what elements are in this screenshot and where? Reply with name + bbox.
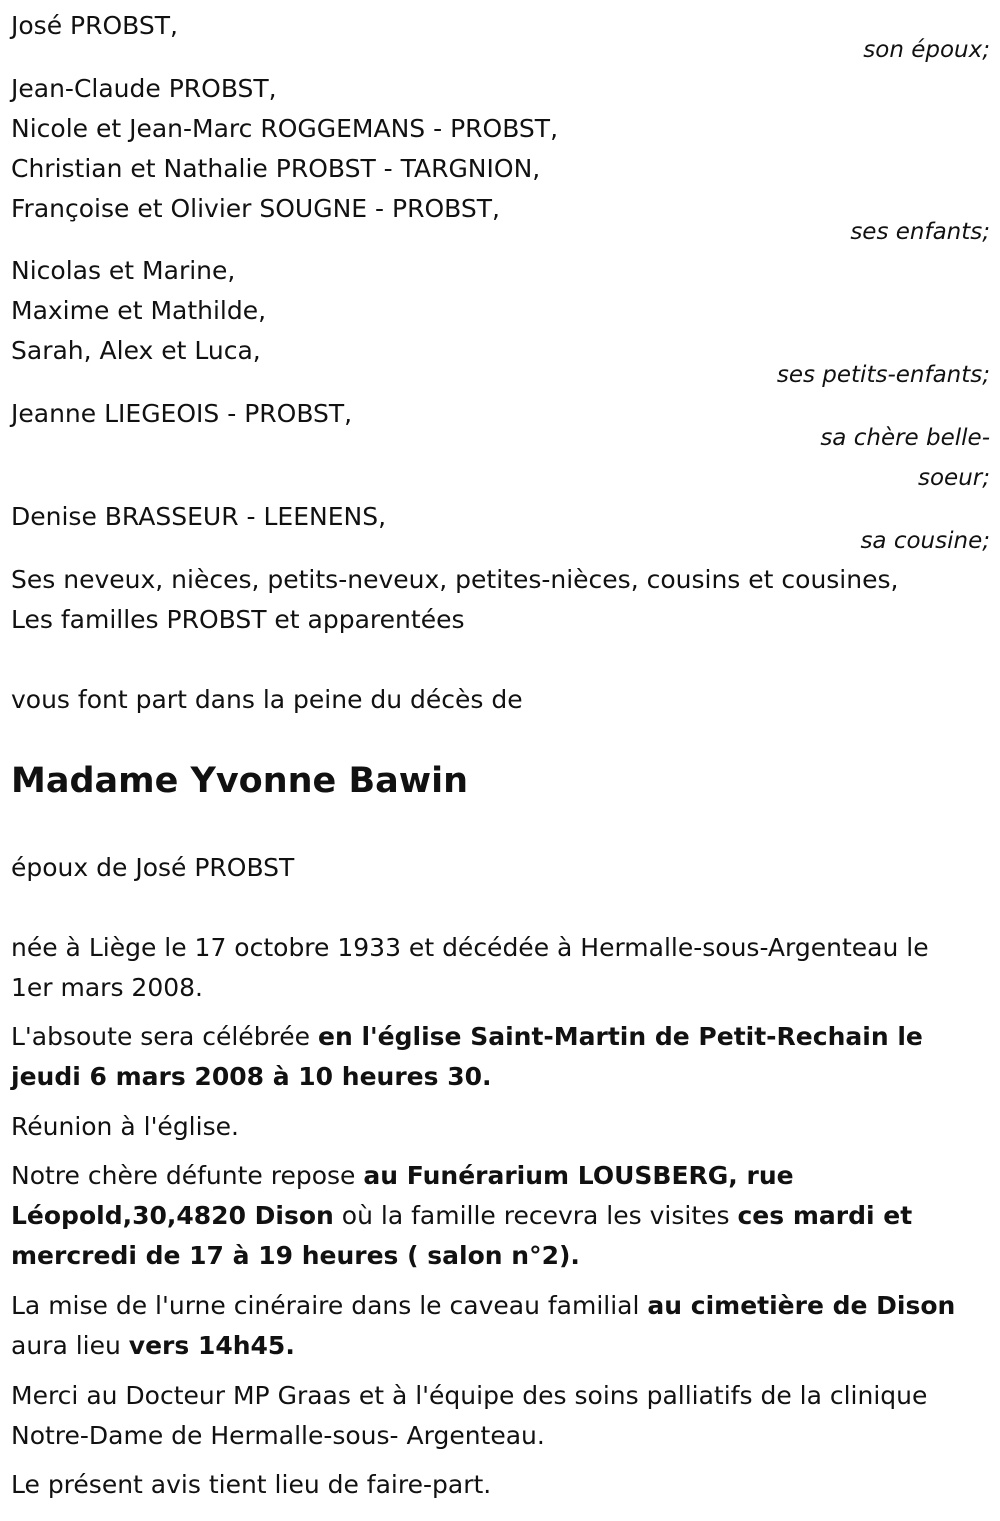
- text-line: Notre-Dame de Hermalle-sous- Argenteau.: [11, 1421, 545, 1450]
- name-line: Christian et Nathalie PROBST - TARGNION,: [11, 154, 541, 183]
- name-line: Françoise et Olivier SOUGNE - PROBST,: [11, 194, 500, 223]
- name-line: Les familles PROBST et apparentées: [11, 605, 465, 634]
- children-names: [11, 69, 558, 229]
- other-relatives: [11, 560, 898, 640]
- urn-paragraph: [11, 1286, 955, 1366]
- deceased-name: Madame Yvonne Bawin: [11, 761, 469, 801]
- cousin-names: [11, 497, 386, 537]
- notice: Le présent avis tient lieu de faire-part.: [11, 1470, 492, 1499]
- meeting: Réunion à l'église.: [11, 1112, 239, 1141]
- text-line: [11, 1286, 955, 1326]
- urn-text: La mise de l'urne cinéraire dans le caveau familial: [11, 1291, 648, 1320]
- sister-in-law-names: [11, 394, 352, 434]
- name-line: Nicolas et Marine,: [11, 256, 236, 285]
- grandchildren-names: [11, 251, 266, 371]
- announcement: vous font part dans la peine du décès de: [11, 685, 523, 714]
- ceremony-paragraph: [11, 1017, 923, 1097]
- text-line: [11, 1326, 955, 1366]
- ceremony-place: en l'église Saint-Martin de Petit-Rechain le: [318, 1022, 923, 1051]
- name-line: Nicole et Jean-Marc ROGGEMANS - PROBST,: [11, 114, 559, 143]
- grandchildren-role: ses petits-enfants;: [776, 362, 990, 388]
- name-line: Jean-Claude PROBST,: [11, 74, 277, 103]
- name-line: José PROBST,: [11, 11, 178, 40]
- urn-text: aura lieu: [11, 1331, 129, 1360]
- name-line: Ses neveux, nièces, petits-neveux, petites-nièces, cousins et cousines,: [11, 565, 899, 594]
- spouse-names: [11, 6, 178, 46]
- role-line: sa chère belle-: [820, 425, 990, 451]
- text-line: née à Liège le 17 octobre 1933 et décédée à Hermalle-sous-Argenteau le: [11, 933, 929, 962]
- name-line: Sarah, Alex et Luca,: [11, 336, 261, 365]
- visitation-text: où la famille recevra les visites: [333, 1201, 738, 1230]
- visitation-paragraph: [11, 1156, 912, 1276]
- visitation-days: ces mardi et: [737, 1201, 913, 1230]
- visitation-place: au Funérarium LOUSBERG, rue: [363, 1161, 794, 1190]
- name-line: Jeanne LIEGEOIS - PROBST,: [11, 399, 353, 428]
- visitation-text: Notre chère défunte repose: [11, 1161, 364, 1190]
- sister-in-law-role: [820, 418, 990, 498]
- spouse-role: son époux;: [863, 37, 990, 63]
- thanks-paragraph: [11, 1376, 927, 1456]
- text-line: [11, 1236, 912, 1276]
- cousin-role: sa cousine;: [860, 528, 990, 554]
- text-line: [11, 1057, 923, 1097]
- birth-death: [11, 928, 929, 1008]
- text-line: Merci au Docteur MP Graas et à l'équipe des soins palliatifs de la clinique: [11, 1381, 928, 1410]
- text-line: [11, 1196, 912, 1236]
- visitation-address: Léopold,30,4820 Dison: [11, 1201, 334, 1230]
- visitation-hours: mercredi de 17 à 19 heures ( salon n°2).: [11, 1241, 580, 1270]
- urn-place: au cimetière de Dison: [647, 1291, 956, 1320]
- text-line: [11, 1017, 923, 1057]
- spouse-line: époux de José PROBST: [11, 853, 295, 882]
- name-line: Maxime et Mathilde,: [11, 296, 267, 325]
- urn-time: vers 14h45.: [128, 1331, 295, 1360]
- ceremony-datetime: jeudi 6 mars 2008 à 10 heures 30.: [11, 1062, 492, 1091]
- ceremony-prefix: L'absoute sera célébrée: [11, 1022, 318, 1051]
- role-line: soeur;: [918, 465, 990, 491]
- children-role: ses enfants;: [850, 219, 990, 245]
- text-line: 1er mars 2008.: [11, 973, 204, 1002]
- name-line: Denise BRASSEUR - LEENENS,: [11, 502, 387, 531]
- text-line: [11, 1156, 912, 1196]
